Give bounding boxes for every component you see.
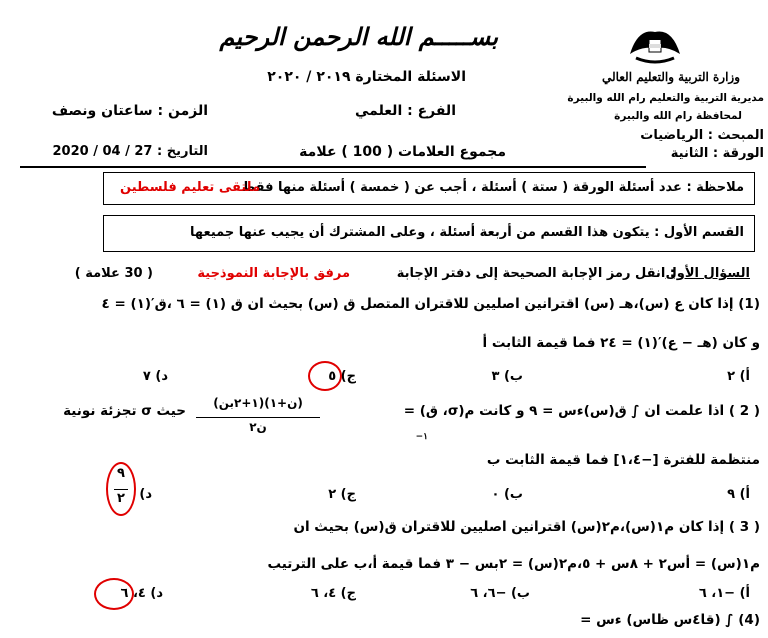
directorate-line2: لمحافظة رام الله والبيرة [614, 110, 742, 122]
exam-title: الاسئلة المختارة ٢٠١٩ / ٢٠٢٠ [267, 69, 466, 85]
q2-denominator: ن٢ [249, 420, 267, 434]
q2-text2: منتظمة للفترة [−١،٤] فما قيمة الثابت ب [486, 452, 760, 468]
section-text: القسم الأول : يتكون هذا القسم من أربعة أسئلة ، وعلى المشترك أن يجيب عنها جميعها [190, 225, 744, 240]
q1-option-a: أ) ٢ [727, 369, 750, 384]
ministry-logo [624, 24, 686, 70]
q2-option-d: د) [139, 487, 152, 502]
q3-text2: م١(س) = أس٢ + ٨س + ٥،م٢(س) = ٢بس − ٣ فما قيمة أ،ب على الترتيب [267, 556, 760, 572]
header-divider [20, 166, 646, 168]
q2-answer-bar [114, 489, 128, 490]
q2-text: ( 2 ) اذا علمت ان ∫ ق(س)ءس = ٩ و كانت م(σ، ق) = [403, 403, 760, 419]
q3-option-b: ب) −٦، ٦ [470, 586, 530, 601]
directorate-line1: مديرية التربية والتعليم رام الله والبيرة [567, 92, 764, 104]
subject-label: المبحث : الرياضيات [640, 128, 764, 143]
q1-text: (1) إذا كان ع (س)،هـ (س) اقترانين اصليين للاقتران المتصل ق (س) بحيث ان ق (١) = ٦ ،ق′(١) = ٤ [101, 296, 760, 312]
q2-fraction-bar [196, 417, 320, 418]
q1-answer-circle [308, 361, 342, 391]
exam-date: التاريخ : 27 / 04 / 2020 [52, 144, 208, 159]
q1-option-b: ب) ٣ [491, 369, 523, 384]
q3-option-d: د) ٤، ٦ [120, 586, 163, 601]
q4-text: (4) ∫ (قا٤س ظاس) ءس = [580, 612, 760, 628]
q2-answer-den: ٢ [117, 491, 125, 506]
time-label: الزمن : ساعتان ونصف [51, 103, 208, 119]
ministry-name: وزارة التربية والتعليم العالي [601, 70, 740, 84]
q3-option-c: ج) ٤، ٦ [310, 586, 356, 601]
paper-label: الورقة : الثانية [670, 146, 764, 161]
q2-option-a: أ) ٩ [727, 487, 750, 502]
q2-option-c: ج) ٢ [328, 487, 356, 502]
q2-option-b: ب) ٠ [491, 487, 523, 502]
q3-option-a: أ) −١، ٦ [698, 586, 750, 601]
question-marks: ( 30 علامة ) [74, 266, 153, 281]
q1-option-d: د) ٧ [142, 369, 168, 384]
attachment-note: مرفق بالإجابة النموذجية [197, 266, 350, 281]
total-marks: مجموع العلامات ( 100 ) علامة [299, 144, 506, 160]
q1-text2: و كان (هـ − ع)′(١) = ٢٤ فما قيمة الثابت أ [482, 335, 760, 351]
q3-text: ( 3 ) إذا كان م١(س)،م٢(س) اقترانين اصليين للاقتران ق(س) بحيث ان [293, 519, 760, 535]
q2-lower-limit: ١− [415, 432, 428, 442]
basmala: بســـــم الله الرحمن الرحيم [219, 22, 498, 51]
q2-numerator: (ن+١)(١+٢بن) [213, 396, 303, 410]
note-text: ملاحظة : عدد أسئلة الورقة ( ستة ) أسئلة ، أجب عن ( خمسة ) أسئلة منها فقط [241, 180, 744, 195]
q2-answer-num: ٩ [117, 466, 125, 481]
q2-after-fraction: حيث σ تجزئة نونية [63, 403, 186, 419]
q3-answer-circle [94, 578, 134, 610]
q1-option-c: ج) ٥ [328, 369, 356, 384]
question-instruction: : انقل رمز الإجابة الصحيحة إلى دفتر الإجابة [396, 266, 675, 281]
forum-name: ملتقى تعليم فلسطين [120, 180, 260, 195]
branch-label: الفرع : العلمي [355, 103, 456, 119]
question-label: السؤال الأول [665, 266, 750, 281]
